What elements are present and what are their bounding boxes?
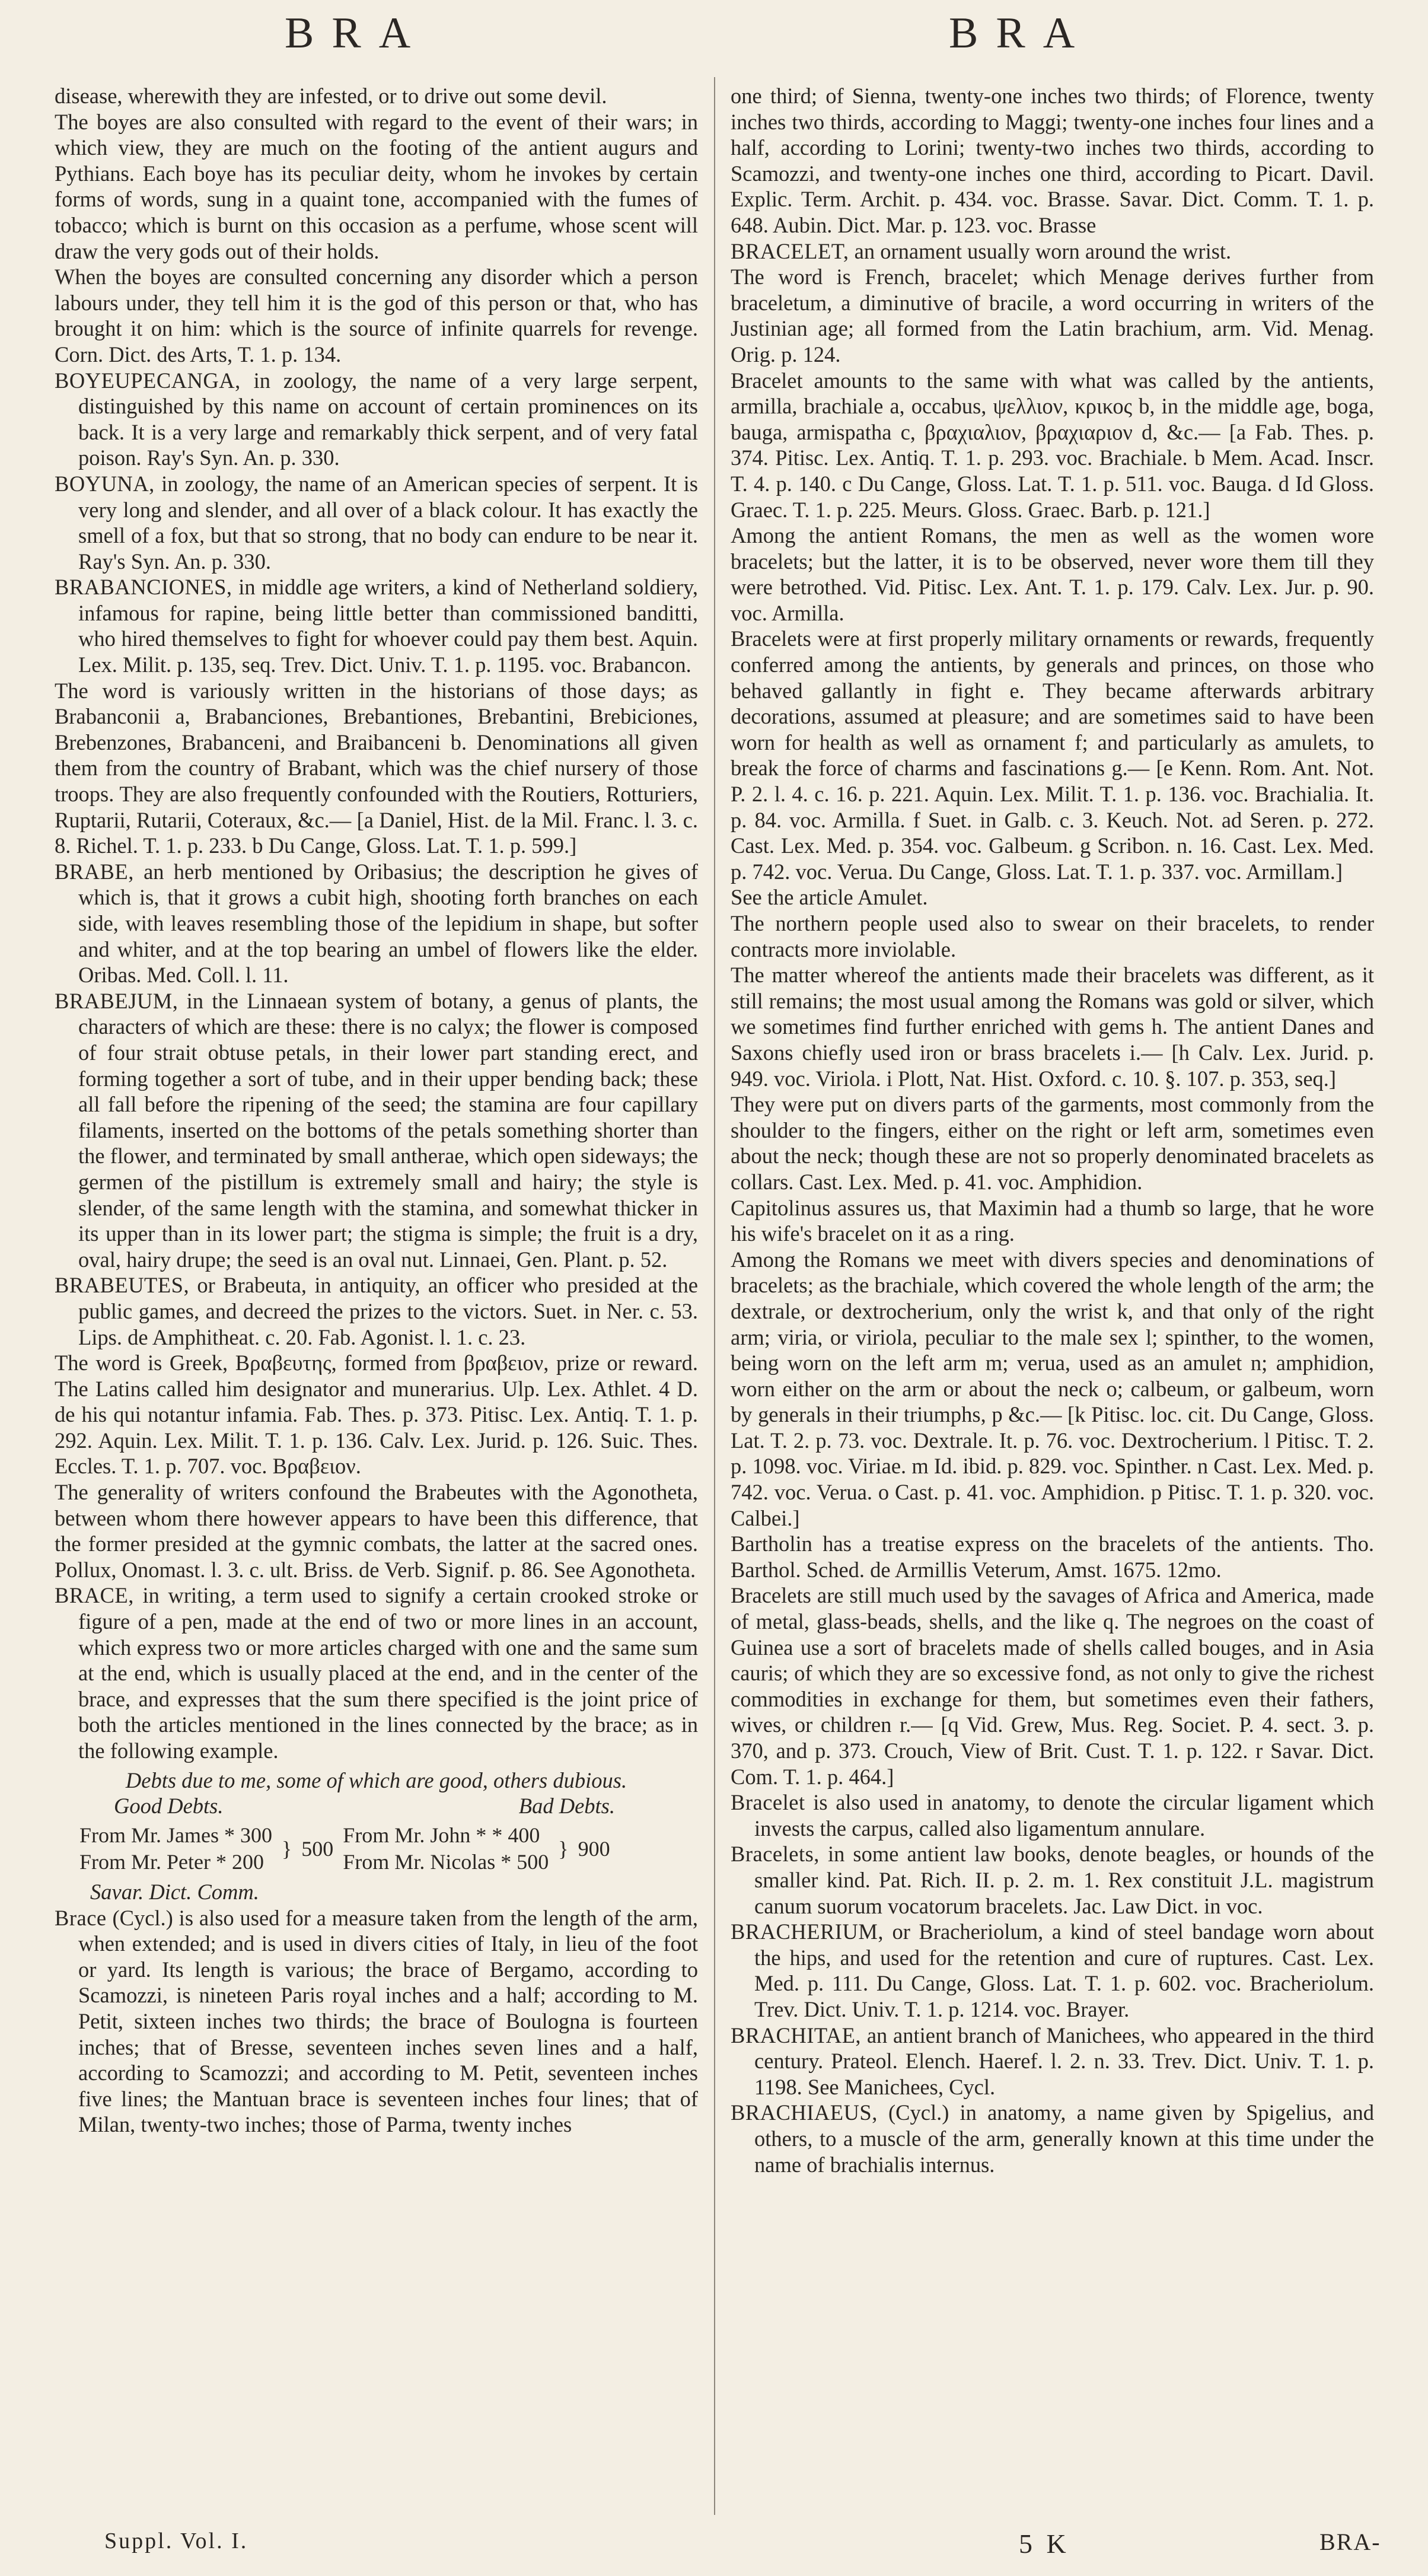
paragraph: Among the Romans we meet with divers species and denominations of bracelets; as the brachiale, which covered the whole length of the arm; the dextrale, or dextrocherium, only the wrist k, and that only of the right arm; viria, or viriola, peculiar to the male sex l; spinther, to the women, being worn on the left arm m; verua, used as an amulet n; amphidion, worn either on the arm or about the neck o; calbeum, or galbeum, worn by generals in their triumphs, p &c.— [k Pitisc. loc. cit. Du Cange, Gloss. Lat. T. 2. p. 73. voc. Dextrale. It. p. 76. voc. Dextrocherium. l Pitisc. T. 2. p. 1098. voc. Viriae. m Id. ibid. p. 829. voc. Spinther. n Cast. Lex. Med. p. 742. voc. Verua. o Cast. p. 41. voc. Amphidion. p Pitisc. T. 1. p. 320. voc. Calbei.] xyxy=(731,1247,1374,1530)
entry-text: in zoology, the name of an American species of serpent. It is very long and slender, and all over of a black colour. It has exactly the smell of a fox, but that so strong, that no body can endure to be near it. Ray's Syn. An. p. 330. xyxy=(78,471,698,574)
brace-mark: } xyxy=(282,1837,292,1861)
paragraph: Among the antient Romans, the men as well as the women wore bracelets; but the latter, it is to be observed, never wore them till they were betrothed. Vid. Pitisc. Lex. Ant. T. 1. p. 179. Calv. Lex. Jur. p. 90. voc. Armilla. xyxy=(731,523,1374,625)
bad-debts-heading: Bad Debts. xyxy=(518,1794,615,1819)
left-column xyxy=(55,83,698,2515)
paragraph: Capitolinus assures us, that Maximin had a thumb so large, that he wore his wife's bracelet on it as a ring. xyxy=(731,1195,1374,1246)
running-head-left: BRA xyxy=(285,9,429,58)
entry-lemma: BRABE, xyxy=(55,859,134,884)
debts-headings xyxy=(55,1793,698,1819)
catchword: BRA- xyxy=(1319,2529,1381,2555)
entry-text: or Bracheriolum, a kind of steel bandage worn about the hips, and used for the retention and cure of ruptures. Cast. Lex. Med. p. 111. Du Cange, Gloss. Lat. T. 1. p. 602. voc. Bracheriolum. Trev. Dict. Univ. T. 1. p. 1214. voc. Brayer. xyxy=(754,1919,1374,2021)
entry-text: in middle age writers, a kind of Netherland soldiery, infamous for rapine, being little better than commissioned banditti, who hired themselves to fight for whoever could pay them best. Aquin. Lex. Milit. p. 135, seq. Trev. Dict. Univ. T. 1. p. 1195. voc. Brabancon. xyxy=(78,575,698,677)
entry-text: an ornament usually worn around the wrist. xyxy=(849,238,1232,263)
paragraph: one third; of Sienna, twenty-one inches two thirds; of Florence, twenty inches two thirds, according to Maggi; twenty-one inches four lines and a half, according to Lorini; twenty-two inches two thirds, according to Scamozzi, and twenty-one inches one third, according to Picart. Davil. Explic. Term. Archit. p. 434. voc. Brasse. Savar. Dict. Comm. T. 1. p. 648. Aubin. Dict. Mar. p. 123. voc. Brasse xyxy=(731,84,1374,237)
signature-mark: 5 K xyxy=(1019,2529,1070,2559)
paragraph: The matter whereof the antients made their bracelets was different, as it still remains; the most usual among the Romans was gold or silver, which we sometimes find further enriched with gems h. The antient Danes and Saxons chiefly used iron or brass bracelets i.— [h Calv. Lex. Jurid. p. 949. voc. Viriola. i Plott, Nat. Hist. Oxford. c. 10. §. 107. p. 353, seq.] xyxy=(731,963,1374,1091)
good-total: 500 xyxy=(301,1836,334,1861)
paragraph: disease, wherewith they are infested, or to drive out some devil. xyxy=(55,84,607,108)
entry-brabejum xyxy=(55,988,698,1273)
entry-lemma: BRACHERIUM, xyxy=(731,1919,884,1944)
entry-boyuna xyxy=(55,471,698,574)
paragraph: The word is French, bracelet; which Menage derives further from braceletum, a diminutive of bracile, a word occurring in writers of the Justinian age; all formed from the Latin brachium, arm. Vid. Menag. Orig. p. 124. xyxy=(731,265,1374,367)
column-rule xyxy=(714,77,715,2515)
entry-text: in the Linnaean system of botany, a genus of plants, the characters of which are these: there is no calyx; the flower is composed of four strait obtuse petals, in their lower part standing erect, and forming together a sort of tube, and in their upper bending back; these all fall before the ripening of the seed; the stamina are four capillary filaments, inserted on the bottoms of the petals something shorter than the flower, and terminated by small antherae, which open sideways; the germen of the pistillum is extremely small and hairy; the style is slender, of the same length with the stamina, and somewhat thicker in its upper than in its lower part; the stigma is simple; the fruit is a dry, oval, hairy drupe; the seed is an oval nut. Linnaei, Gen. Plant. p. 52. xyxy=(78,988,698,1272)
right-column xyxy=(731,83,1374,2515)
entry-lemma: Bracelets, xyxy=(731,1842,820,1867)
entry-text: or Brabeuta, in antiquity, an officer who presided at the public games, and decreed the prizes to the victors. Suet. in Ner. c. 53. Lips. de Amphitheat. c. 20. Fab. Agonist. l. 1. c. 23. xyxy=(78,1273,698,1349)
entry-text: an herb mentioned by Oribasius; the description he gives of which is, that it grows a cubit high, shooting forth branches on each side, with leaves resembling those of the lepidium in shape, but softer and whiter, and at the top bearing an umbel of flowers like the elder. Oribas. Med. Coll. l. 11. xyxy=(78,859,698,988)
brace-mark: } xyxy=(558,1837,569,1861)
bad-debt-1: From Mr. John * * 400 xyxy=(343,1823,540,1847)
entry-lemma: BRACELET, xyxy=(731,238,849,263)
entry-bracelets xyxy=(731,1841,1374,1919)
paragraph: Bartholin has a treatise express on the bracelets of the antients. Tho. Barthol. Sched. de Armillis Veterum, Amst. 1675. 12mo. xyxy=(731,1531,1374,1582)
entry-text: (Cycl.) is also used for a measure taken from the length of the arm, when extended; and is used in divers cities of Italy, in lieu of the foot or yard. Its length is various; the brace of Bergamo, according to Scamozzi, is nineteen Paris royal inches and a half; according to M. Petit, sixteen inches two thirds; the brace of Boulogna is fourteen inches; that of Bresse, seventeen inches seven lines and a half, according to Scamozzi; and according to M. Petit, seventeen inches five lines; the Mantuan brace is seventeen inches four lines; that of Milan, twenty-two inches; those of Parma, twenty inches xyxy=(78,1905,698,2137)
debts-table xyxy=(78,1822,620,1877)
entry-text: in zoology, the name of a very large serpent, distinguished by this name on account of certain prominences on its back. It is a very large and remarkably thick serpent, and of very fatal poison. Ray's Syn. An. p. 330. xyxy=(78,368,698,470)
entry-brachitae xyxy=(731,2023,1374,2100)
entry-boyeupecanga xyxy=(55,368,698,471)
bad-debt-2: From Mr. Nicolas * 500 xyxy=(343,1850,549,1874)
paragraph: The word is variously written in the historians of those days; as Brabanconii a, Brabanciones, Brebantiones, Brebantini, Brebiciones, Brebenzones, Brabanceni, and Braibanceni b. Denominations all given them from the country of Brabant, which was the chief nursery of those troops. They are also frequently confounded with the Routiers, Rotturiers, Ruptarii, Rutarii, Coteraux, &c.— [a Daniel, Hist. de la Mil. Franc. l. 3. c. 8. Richel. T. 1. p. 233. b Du Cange, Gloss. Lat. T. 1. p. 599.] xyxy=(55,678,698,858)
entry-lemma: BRACHITAE, xyxy=(731,2023,862,2048)
entry-brabeutes xyxy=(55,1272,698,1350)
entry-text: (Cycl.) in anatomy, a name given by Spigelius, and others, to a muscle of the arm, generally known at this time under the name of brachialis internus. xyxy=(754,2100,1374,2177)
debts-source: Savar. Dict. Comm. xyxy=(90,1879,259,1904)
entry-lemma: Brace xyxy=(55,1905,107,1930)
cross-reference: See the article Amulet. xyxy=(731,885,928,910)
entry-bracelet-anatomy xyxy=(731,1789,1374,1841)
paragraph: When the boyes are consulted concerning any disorder which a person labours under, they tell him it is the god of this person or that, who has brought it on him: which is the source of infinite quarrels for revenge. Corn. Dict. des Arts, T. 1. p. 134. xyxy=(55,265,698,367)
paragraph: Bracelets were at first properly military ornaments or rewards, frequently conferred among the antients, by generals and princes, on those who behaved gallantly in fight e. They became afterwards arbitrary decorations, assumed at pleasure; and are sometimes said to have been worn for health as well as ornament f; and particularly as amulets, to break the force of charms and fascinations g.— [e Kenn. Rom. Ant. Not. P. 2. l. 4. c. 16. p. 221. Aquin. Lex. Milit. T. 1. p. 136. voc. Brachialia. It. p. 84. voc. Armilla. f Suet. in Galb. c. 3. Keuch. Not. ad Seren. p. 272. Cast. Lex. Med. p. 354. voc. Galbeum. g Scribon. n. 16. Cast. Lex. Med. p. 742. voc. Verua. Du Cange, Gloss. Lat. T. 1. p. 337. voc. Armillam.] xyxy=(731,626,1374,884)
entry-bracelet xyxy=(731,238,1374,265)
entry-brabanciones xyxy=(55,574,698,677)
paragraph: Bracelet amounts to the same with what was called by the antients, armilla, brachiale a, occabus, ψελλιον, κρικος b, in the middle age, boga, bauga, armispatha c, βραχιαλιον, βραχιαριον d, &c.— [a Fab. Thes. p. 374. Pitisc. Lex. Antiq. T. 1. p. 293. voc. Brachiale. b Mem. Acad. Inscr. T. 4. p. 140. c Du Cange, Gloss. Lat. T. 1. p. 511. voc. Bauga. d Id Gloss. Graec. T. 1. p. 225. Meurs. Gloss. Graec. Barb. p. 121.] xyxy=(731,368,1374,522)
paragraph: They were put on divers parts of the garments, most commonly from the shoulder to the fingers, either on the right or left arm, sometimes even about the neck; though these are not so properly denominated bracelets as collars. Cast. Lex. Med. p. 41. voc. Amphidion. xyxy=(731,1092,1374,1194)
entry-brabe xyxy=(55,859,698,988)
running-head-right: BRA xyxy=(949,9,1093,58)
entry-brace-measure xyxy=(55,1905,698,2138)
paragraph: The word is Greek, Βραβευτης, formed from βραβειον, prize or reward. The Latins called him designator and munerarius. Ulp. Lex. Athlet. 4 D. de his qui notantur infamia. Fab. Thes. p. 373. Pitisc. Lex. Antiq. T. 1. p. 292. Aquin. Lex. Milit. T. 1. p. 136. Calv. Lex. Jurid. p. 126. Suic. Thes. Eccles. T. 1. p. 707. voc. Βραβειον. xyxy=(55,1351,698,1479)
entry-text: an antient branch of Manichees, who appeared in the third century. Prateol. Elench. Haeref. l. 2. n. 33. Trev. Dict. Univ. T. 1. p. 1198. See Manichees, Cycl. xyxy=(754,2023,1374,2099)
entry-bracherium xyxy=(731,1919,1374,2022)
entry-lemma: BOYUNA, xyxy=(55,471,155,496)
entry-lemma: BRABANCIONES, xyxy=(55,575,232,600)
entry-lemma: BRACE, xyxy=(55,1583,134,1608)
entry-lemma: BOYEUPECANGA, xyxy=(55,368,241,393)
entry-text: in writing, a term used to signify a certain crooked stroke or figure of a pen, made at the end of two or more lines in an account, which express two or more articles charged with one and the same sum at the end, which is usually placed at the end, and in the center of the brace, and expresses that the sum there specified is the joint price of both the articles mentioned in the lines connected by the brace; as in the following example. xyxy=(78,1583,698,1763)
entry-lemma: BRABEUTES, xyxy=(55,1273,190,1298)
paragraph: The generality of writers confound the Brabeutes with the Agonotheta, between whom there however appears to have been this difference, that the former presided at the gymnic combats, the latter at the sacred ones. Pollux, Onomast. l. 3. c. ult. Briss. de Verb. Signif. p. 86. See Agonotheta. xyxy=(55,1480,698,1582)
paragraph: Bracelets are still much used by the savages of Africa and America, made of metal, glass-beads, shells, and the like q. The negroes on the coast of Guinea use a sort of bracelets made of shells called bouges, and in Asia cauris; of which they are so excessive fond, as not only to give the richest commodities in exchange for them, but sometimes even their fathers, wives, or children r.— [q Vid. Grew, Mus. Reg. Societ. P. 4. sect. 3. p. 370, and p. 373. Crouch, View of Brit. Cust. T. 1. p. 122. r Savar. Dict. Com. T. 1. p. 464.] xyxy=(731,1583,1374,1789)
bad-total: 900 xyxy=(578,1836,610,1861)
entry-text: is also used in anatomy, to denote the circular ligament which invests the carpus, called also ligamentum annulare. xyxy=(754,1790,1374,1841)
entry-lemma: Bracelet xyxy=(731,1790,805,1815)
good-debts-heading: Good Debts. xyxy=(114,1794,224,1819)
paragraph: The northern people used also to swear on their bracelets, to render contracts more inviolable. xyxy=(731,911,1374,961)
paragraph: The boyes are also consulted with regard to the event of their wars; in which view, they are much on the footing of the antient augurs and Pythians. Each boye has its peculiar deity, whom he invokes by certain forms of words, sung in a quaint tone, accompanied with the fumes of tobacco; which is burnt on this occasion as a perfume, whose scent will draw the very gods out of their holds. xyxy=(55,109,698,263)
entry-text: in some antient law books, denote beagles, or hounds of the smaller kind. Pat. Rich. II. p. 2. m. 1. Rex constituit J.L. magistrum canum suorum vocatorum bracelets. Jac. Law Dict. in voc. xyxy=(754,1842,1374,1918)
entry-brace xyxy=(55,1582,698,1763)
entry-lemma: BRACHIAEUS, xyxy=(731,2100,878,2125)
debts-caption: Debts due to me, some of which are good, others dubious. xyxy=(125,1768,627,1792)
entry-lemma: BRABEJUM, xyxy=(55,988,179,1013)
good-debt-1: From Mr. James * 300 xyxy=(79,1823,273,1847)
volume-footer: Suppl. Vol. I. xyxy=(104,2529,248,2553)
debts-example xyxy=(55,1768,698,1819)
entry-brachiaeus xyxy=(731,2100,1374,2177)
good-debt-2: From Mr. Peter * 200 xyxy=(79,1850,264,1874)
